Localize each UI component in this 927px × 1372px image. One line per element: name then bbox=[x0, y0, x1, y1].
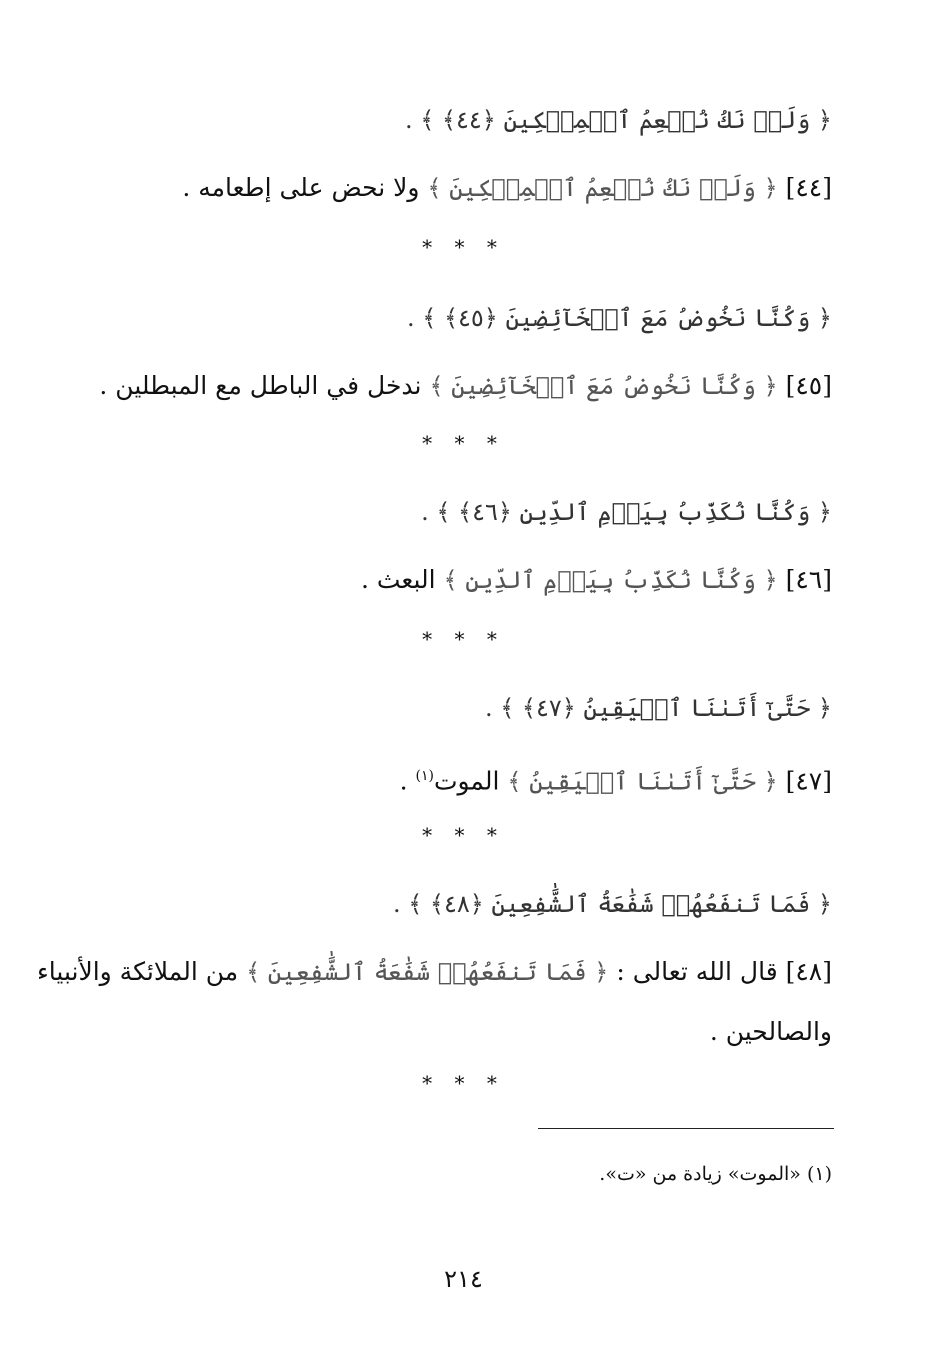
quoted-verse: ﴿ حَتَّىٰٓ أَتَىٰنَا ٱلۡيَقِينُ ﴾ bbox=[507, 767, 778, 796]
commentary-text: ولا نحض على إطعامه . bbox=[182, 173, 420, 202]
commentary-48 bbox=[37, 952, 832, 992]
verse-46 bbox=[421, 492, 832, 532]
section-separator: * * * bbox=[422, 627, 505, 651]
verse-47 bbox=[485, 688, 832, 728]
quoted-verse: ﴿ وَلَمۡ نَكُ نُطۡعِمُ ٱلۡمِسۡكِينَ ﴾ bbox=[427, 174, 778, 202]
verse-number: [٤٨] bbox=[785, 957, 832, 986]
quoted-verse: ﴿ وَكُنَّا نُكَذِّبُ بِيَوۡمِ ٱلدِّينِ ﴾ bbox=[443, 566, 778, 594]
verse-number: [٤٧] bbox=[785, 766, 832, 796]
commentary-text: من الملائكة والأنبياء bbox=[37, 957, 239, 986]
verse-45 bbox=[407, 298, 832, 338]
footnote-reference[interactable]: (١) bbox=[415, 768, 434, 784]
verse-44 bbox=[405, 100, 832, 140]
verse-text: ﴿ فَمَا تَنفَعُهُمۡ شَفَٰعَةُ ٱلشَّٰفِعِينَ ﴿٤٨﴾ ﴾ . bbox=[392, 890, 832, 918]
sentence-end: . bbox=[399, 766, 416, 796]
footnote-marker: (١) bbox=[806, 1163, 832, 1185]
verse-text: ﴿ وَكُنَّا نَخُوضُ مَعَ ٱلۡخَآئِضِينَ ﴿٤٥﴾ ﴾ . bbox=[407, 304, 832, 332]
commentary-47 bbox=[400, 756, 832, 801]
commentary-44 bbox=[182, 168, 832, 208]
footnote bbox=[599, 1160, 832, 1188]
verse-text: ﴿ حَتَّىٰٓ أَتَىٰنَا ٱلۡيَقِينُ ﴿٤٧﴾ ﴾ . bbox=[484, 694, 832, 722]
verse-text: ﴿ وَلَمۡ نَكُ نُطۡعِمُ ٱلۡمِسۡكِينَ ﴿٤٤﴾ ﴾ . bbox=[404, 106, 832, 134]
commentary-45 bbox=[99, 366, 832, 406]
section-separator: * * * bbox=[422, 431, 505, 455]
quoted-verse: ﴿ وَكُنَّا نَخُوضُ مَعَ ٱلۡخَآئِضِينَ ﴾ bbox=[429, 372, 778, 400]
commentary-48-continuation: والصالحين . bbox=[709, 1017, 832, 1046]
footnote-text: «الموت» زيادة من «ت». bbox=[599, 1163, 801, 1185]
commentary-prefix: قال الله تعالى : bbox=[616, 957, 778, 986]
section-separator: * * * bbox=[422, 235, 505, 259]
verse-number: [٤٥] bbox=[785, 371, 832, 400]
verse-48 bbox=[393, 884, 832, 924]
footnote-divider bbox=[538, 1128, 834, 1129]
verse-number: [٤٤] bbox=[785, 173, 832, 202]
verse-text: ﴿ وَكُنَّا نُكَذِّبُ بِيَوۡمِ ٱلدِّينِ ﴿٤٦﴾ ﴾ . bbox=[421, 498, 832, 526]
section-separator: * * * bbox=[422, 823, 505, 847]
commentary-text: البعث . bbox=[360, 565, 436, 594]
page-number: ٢١٤ bbox=[444, 1265, 483, 1293]
commentary-text: ندخل في الباطل مع المبطلين . bbox=[99, 371, 422, 400]
quoted-verse: ﴿ فَمَا تَنفَعُهُمۡ شَفَٰعَةُ ٱلشَّٰفِعِينَ ﴾ bbox=[246, 958, 609, 986]
commentary-46 bbox=[361, 560, 832, 600]
section-separator: * * * bbox=[422, 1071, 505, 1095]
verse-number: [٤٦] bbox=[785, 565, 832, 594]
commentary-text: الموت bbox=[433, 766, 500, 796]
